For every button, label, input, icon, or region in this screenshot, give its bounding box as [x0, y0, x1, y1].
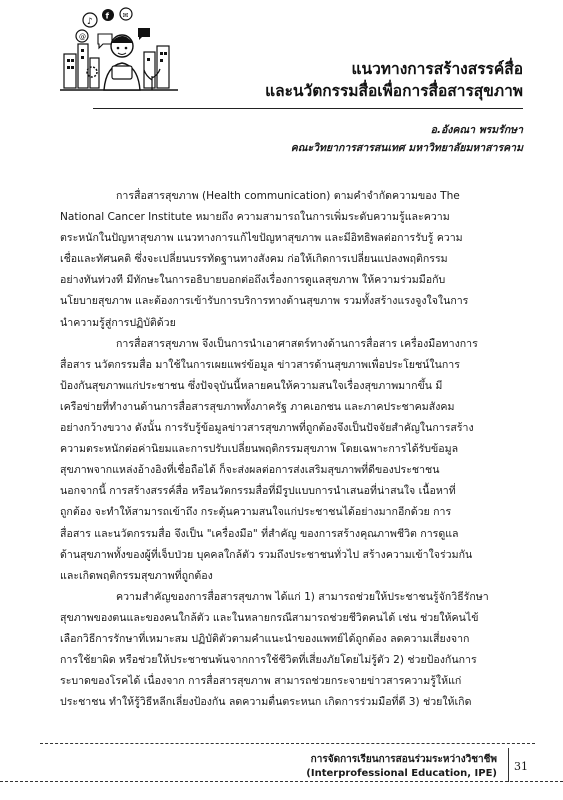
author-affiliation: คณะวิทยาการสารสนเทศ มหาวิทยาลัยมหาสารคาม [290, 142, 523, 154]
media-illustration-icon [60, 6, 178, 98]
text-line: การสื่อสารสุขภาพ จึงเป็นการนำเอาศาสตร์ทางด้านการสื่อสาร เครื่องมือทางการ [116, 337, 478, 350]
footer-divider-bottom [0, 781, 563, 782]
text-line: ประชาชน ทำให้รู้วิธีหลีกเลี่ยงป้องกัน ลดความตื่นตระหนก เกิดการร่วมมือที่ดี 3) ช่วยให้เกิด [60, 696, 472, 709]
text-line: National Cancer Institute หมายถึง ความสามารถในการเพิ่มระดับความรู้และความ [60, 211, 450, 224]
title-block [265, 58, 523, 102]
text-line: ระบาดของโรคได้ เนื่องจาก การสื่อสารสุขภาพ สามารถช่วยกระจายข่าวสารความรู้ให้แก่ [60, 675, 462, 688]
svg-text:@: @ [79, 33, 86, 41]
text-line: ด้านสุขภาพทั้งของผู้ที่เจ็บป่วย บุคคลใกล้ตัว รวมถึงประชาชนทั่วไป สร้างความเข้าใจร่วมกัน [60, 548, 473, 561]
title-divider [93, 108, 523, 109]
text-line: การใช้ยาผิด หรือช่วยให้ประชาชนพ้นจากการใช้ชีวิตที่เสี่ยงภัยโดยไม่รู้ตัว 2) ช่วยป้องกันการ [60, 654, 477, 667]
text-line: เลือกวิธีการรักษาที่เหมาะสม ปฏิบัติตัวตามคำแนะนำของแพทย์ได้ถูกต้อง ลดความเสี่ยงจาก [60, 632, 470, 645]
text-line: สุขภาพจากแหล่งอ้างอิงที่เชื่อถือได้ ก็จะส่งผลต่อการส่งเสริมสุขภาพที่ดีของประชาชน [60, 464, 440, 477]
text-line: และเกิดพฤติกรรมสุขภาพที่ถูกต้อง [60, 569, 213, 582]
paragraph [60, 334, 522, 587]
svg-text:✉: ✉ [122, 11, 129, 20]
footer-book-subtitle: (Interprofessional Education, IPE) [306, 768, 497, 779]
text-line: นำความรู้สู่การปฏิบัติด้วย [60, 316, 176, 329]
paragraph [60, 587, 522, 714]
article-body [60, 186, 522, 713]
text-line: ถูกต้อง จะทำให้สามารถเข้าถึง กระตุ้นความสนใจแก่ประชาชนได้อย่างมากอีกด้วย การ [60, 506, 452, 519]
page-number: 31 [514, 760, 528, 773]
text-line: ป้องกันสุขภาพแก่ประชาชน ซึ่งปัจจุบันนี้หลายคนให้ความสนใจเรื่องสุขภาพมากขึ้น มี [60, 379, 443, 392]
text-line: ความตระหนักต่อค่านิยมและการปรับเปลี่ยนพฤติกรรมสุขภาพ โดยเฉพาะการได้รับข้อมูล [60, 443, 459, 456]
footer-book-title: การจัดการเรียนการสอนร่วมระหว่างวิชาชีพ [310, 754, 497, 765]
text-line: เชื่อและทัศนคติ ซึ่งจะเปลี่ยนบรรทัดฐานทางสังคม ก่อให้เกิดการเปลี่ยนแปลงพฤติกรรม [60, 253, 448, 266]
text-line: สื่อสาร และนวัตกรรมสื่อ จึงเป็น "เครื่องมือ" ที่สำคัญ ของการสร้างคุณภาพชีวิต การดูแล [60, 527, 459, 540]
text-line: สุขภาพของตนและของคนใกล้ตัว และในหลายกรณีสามารถช่วยชีวิตคนได้ เช่น ช่วยให้คนไข้ [60, 611, 479, 624]
text-line: อย่างกว้างขวาง ดังนั้น การรับรู้ข้อมูลข่าวสารสุขภาพที่ถูกต้องจึงเป็นปัจจัยสำคัญในการสร้าง [60, 422, 474, 435]
text-line: นโยบายสุขภาพ และต้องการเข้ารับการบริการทางด้านสุขภาพ รวมทั้งสร้างแรงจูงใจในการ [60, 295, 469, 308]
text-line: ความสำคัญของการสื่อสารสุขภาพ ได้แก่ 1) สามารถช่วยให้ประชาชนรู้จักวิธีรักษา [116, 590, 489, 603]
text-line: การสื่อสารสุขภาพ (Health communication) ตามคำจำกัดความของ The [116, 190, 460, 202]
author-block [291, 121, 523, 157]
svg-text:♪: ♪ [87, 17, 93, 27]
text-line: อย่างทันท่วงที มีทักษะในการอธิบายบอกต่อถึงเรื่องการดูแลสุขภาพ ให้ความร่วมมือกับ [60, 274, 446, 287]
footer-divider-top [40, 743, 535, 744]
page-subtitle: และนวัตกรรมสื่อเพื่อการสื่อสารสุขภาพ [265, 82, 523, 100]
text-line: ตระหนักในปัญหาสุขภาพ แนวทางการแก้ไขปัญหาสุขภาพ และมีอิทธิพลต่อการรับรู้ ความ [60, 232, 463, 245]
text-line: สื่อสาร นวัตกรรมสื่อ มาใช้ในการเผยแพร่ข้อมูล ข่าวสารด้านสุขภาพเพื่อประโยชน์ในการ [60, 358, 460, 371]
page-title: แนวทางการสร้างสรรค์สื่อ [351, 60, 523, 78]
text-line: เครือข่ายที่ทำงานด้านการสื่อสารสุขภาพทั้งภาครัฐ ภาคเอกชน และภาคประชาคมสังคม [60, 400, 455, 413]
text-line: นอกจากนี้ การสร้างสรรค์สื่อ หรือนวัตกรรมสื่อที่มีรูปแบบการนำเสนอที่น่าสนใจ เนื้อหาที่ [60, 485, 456, 498]
paragraph [60, 186, 522, 334]
svg-text:f: f [105, 11, 109, 21]
author-name: อ.อังคณา พรมรักษา [430, 124, 523, 136]
